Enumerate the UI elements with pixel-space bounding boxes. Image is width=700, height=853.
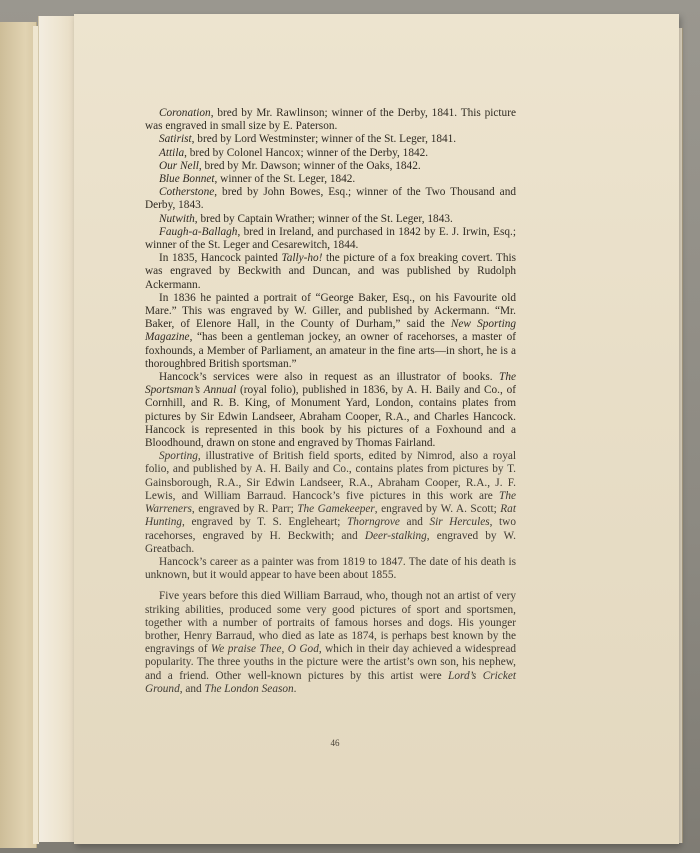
text-run: (royal folio), published in 1836, by A. H. Baily and Co., of Cornhill, and R. B. King, of Monument Yard, London, contains plates from pictures by Sir Edwin Landseer, Abraham Cooper, R.A., and Charles Hancock. Hancock is represented in this book by his pictures of a Foxhound and a Bloodhound, drawn on stone and engraved by Thomas Fairland. bbox=[145, 384, 516, 450]
italic-title: Sporting bbox=[159, 450, 198, 463]
text-run: In 1836 he painted a portrait of “George Baker, Esq., on his Favourite old Mare.” This was engraved by W. Giller, and published by Ackermann. “Mr. Baker, of Elenore Hall, in the County of Durham,” said the bbox=[145, 291, 516, 331]
text-run: Hancock’s services were also in request as an illustrator of books. bbox=[159, 371, 500, 384]
text-run: , bred by Lord Westminster; winner of the St. Leger, 1841. bbox=[191, 133, 457, 146]
facing-page-edge bbox=[0, 22, 37, 848]
text-run: , bred by Mr. Rawlinson; winner of the Derby, 1841. This picture was engraved in small size by E. Paterson. bbox=[145, 107, 516, 133]
italic-title: New Sporting Magazine bbox=[145, 318, 517, 344]
italic-title: Faugh-a-Ballagh bbox=[159, 225, 238, 238]
italic-title: Our Nell bbox=[159, 159, 199, 172]
italic-title: Coronation bbox=[159, 107, 211, 119]
text-run: , engraved by W. Greatbach. bbox=[145, 529, 516, 555]
italic-title: Rat Hunting bbox=[145, 503, 516, 529]
paragraph bbox=[145, 107, 516, 133]
paragraph bbox=[145, 133, 516, 146]
text-run: . bbox=[293, 682, 297, 695]
text-run: , winner of the St. Leger, 1842. bbox=[214, 173, 356, 186]
text-run: , engraved by T. S. Engleheart; bbox=[182, 516, 348, 529]
paragraph bbox=[145, 371, 516, 450]
italic-title: Deer-stalking bbox=[364, 529, 427, 542]
italic-title: Attila bbox=[159, 146, 185, 159]
text-run: , bred by Captain Wrather; winner of the St. Leger, 1843. bbox=[194, 212, 453, 225]
italic-title: Lord’s Cricket Ground bbox=[145, 669, 516, 695]
paragraph bbox=[145, 226, 516, 252]
text-run: , bred by Mr. Dawson; winner of the Oaks, 1842. bbox=[198, 159, 421, 172]
page-number: 46 bbox=[330, 738, 340, 748]
italic-title: The Gamekeeper bbox=[297, 503, 375, 516]
text-run: , bred by Colonel Hancox; winner of the Derby, 1842. bbox=[184, 146, 429, 159]
italic-title: Nutwith bbox=[159, 212, 195, 225]
italic-title: The London Season bbox=[204, 682, 294, 695]
italic-title: Tally-ho! bbox=[281, 252, 323, 265]
italic-title: Satirist bbox=[159, 133, 192, 146]
text-run: , which in their day achieved a widespread popularity. The three youths in the picture were the artist’s own son, his nephew, and a friend. Other well-known pictures by this artist were bbox=[145, 643, 516, 682]
body-text bbox=[145, 107, 516, 696]
text-run: , engraved by W. A. Scott; bbox=[374, 503, 501, 516]
italic-title: The Warreners bbox=[145, 489, 516, 516]
text-run: , illustrative of British field sports, edited by Nimrod, also a royal folio, and published by A. H. Baily and Co., contains plates from pictures by T. Gainsborough, R.A., Sir Edwin Landseer, R.A., Abraham Cooper, R.A., J. F. Lewis, and William Barraud. Hancock’s five pictures in this work are bbox=[145, 450, 516, 502]
paragraph bbox=[145, 590, 516, 696]
italic-title: Thorngrove bbox=[347, 516, 400, 529]
italic-title: We praise Thee, O God bbox=[210, 643, 319, 656]
paragraph bbox=[145, 292, 516, 371]
text-run: , bred in Ireland, and purchased in 1842 by E. J. Irwin, Esq.; winner of the St. Leger and Cesarewitch, 1844. bbox=[145, 225, 516, 252]
text-run: , “has been a gentleman jockey, an owner of racehorses, a master of foxhounds, a Member of Parliament, an amateur in the fine arts—in short, he is a thoroughbred British sportsman.” bbox=[145, 331, 516, 370]
paragraph bbox=[145, 147, 516, 160]
text-run: In 1835, Hancock painted bbox=[159, 252, 282, 265]
paragraph bbox=[145, 186, 516, 212]
text-run: Five years before this died William Barraud, who, though not an artist of very striking abilities, produced some very good pictures of sport and sportsmen, together with a number of portraits of famous horses and dogs. His younger brother, Henry Barraud, who died as late as 1874, is perhaps best known by the engravings of bbox=[145, 590, 516, 656]
paragraph bbox=[145, 173, 516, 186]
paragraph bbox=[145, 160, 516, 173]
text-run: the picture of a fox breaking covert. This was engraved by Beckwith and Duncan, and was published by Rudolph Ackermann. bbox=[145, 252, 516, 291]
text-run: Hancock’s career as a painter was from 1819 to 1847. The date of his death is unknown, but it would appear to have been about 1855. bbox=[145, 555, 516, 582]
paragraph bbox=[145, 556, 516, 582]
italic-title: Cotherstone bbox=[159, 186, 215, 199]
italic-title: The Sportsman’s Annual bbox=[145, 371, 516, 397]
paragraph bbox=[145, 450, 516, 556]
italic-title: Sir Hercules bbox=[429, 516, 490, 529]
text-run: , engraved by R. Parr; bbox=[191, 503, 298, 516]
italic-title: Blue Bonnet bbox=[159, 173, 215, 186]
text-run: , two racehorses, engraved by H. Beckwith; and bbox=[145, 516, 516, 542]
text-run: , bred by John Bowes, Esq.; winner of the Two Thousand and Derby, 1843. bbox=[145, 186, 516, 212]
paragraph bbox=[145, 252, 516, 292]
paragraph bbox=[145, 213, 516, 226]
text-run: and bbox=[399, 516, 430, 529]
book-spine bbox=[38, 16, 79, 842]
text-run: , and bbox=[179, 682, 205, 695]
